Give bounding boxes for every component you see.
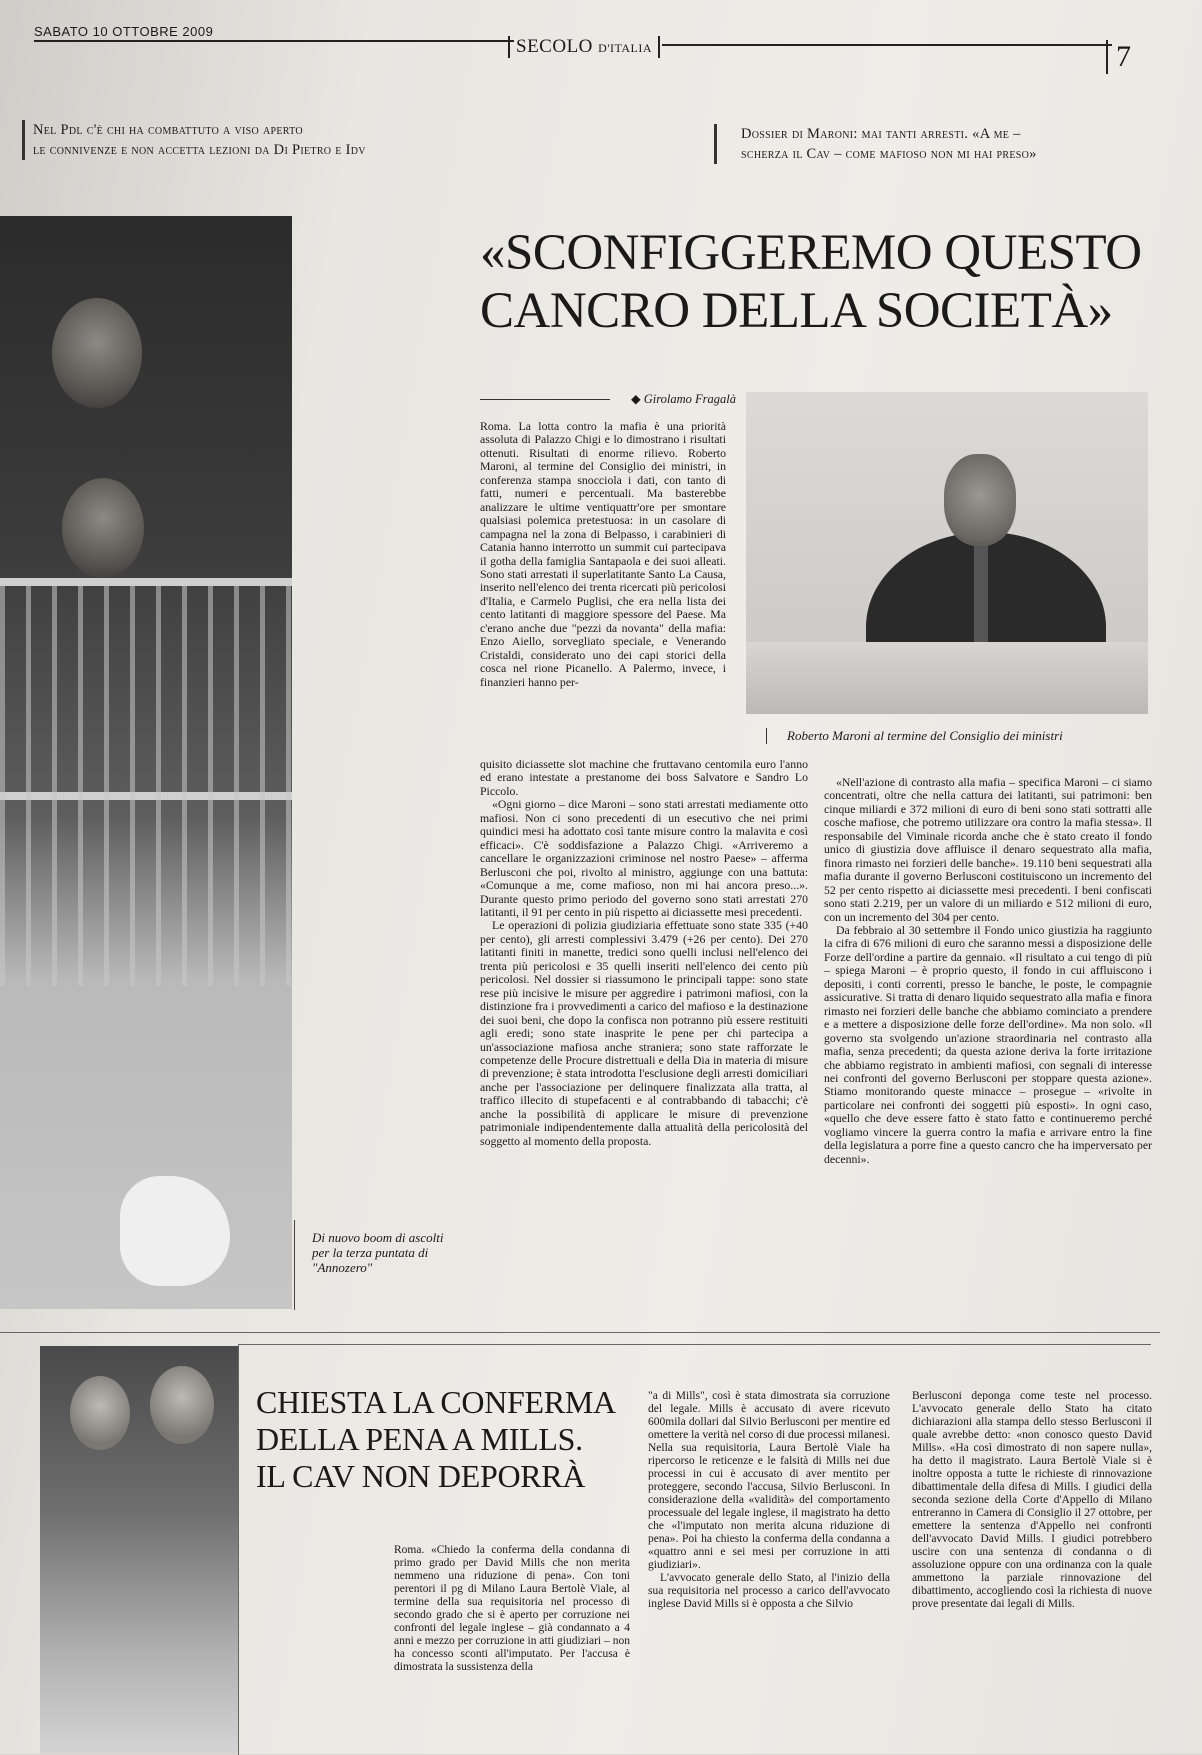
- paragraph: «Ogni giorno – dice Maroni – sono stati arrestati mediamente otto mafiosi. Non ci sono precedenti di un esecutivo che nei primi quindici mesi ha adottato così tante misure contro la malavita e così efficaci». C'è soddisfazione a Palazzo Chigi. «Arriveremo a cancellare le organizzazioni criminose nel nostro Paese» – afferma Berlusconi che poi, rivolto al ministro, aggiunge con una battuta: «Comunque a me, come mafioso, non mi hai ancora preso...». Durante questo primo periodo del governo sono stati arrestati 270 latitanti, il 91 per cento in più rispetto ai diciassette mesi precedenti.: [480, 797, 808, 919]
- article-column-1: [480, 420, 726, 689]
- railing: [0, 586, 292, 986]
- person-head: [52, 298, 142, 408]
- header-rule-left: [34, 40, 514, 42]
- railing-bar: [0, 578, 292, 586]
- kicker-left: [22, 120, 713, 160]
- person-head: [944, 454, 1016, 546]
- header-rule-right: [662, 44, 1112, 46]
- hand: [120, 1176, 230, 1286]
- masthead: [508, 36, 660, 58]
- paragraph: Roma. La lotta contro la mafia è una priorità assoluta di Palazzo Chigi e lo dimostrano i risultati ottenuti. Risultati di enorme rilievo. Roberto Maroni, al termine del Consiglio dei ministri, in conferenza stampa snocciola i dati, con tanto di fatti, numeri e percentuali. Ma basterebbe analizzare le ultime ventiquattr'ore per smontare qualsiasi polemica pretestuosa: in un casolare di campagna nel la zona di Belpasso, i carabinieri di Catania hanno interrotto un summit cui partecipava il gotha della famiglia Santapaola e dei suoi alleati. Sono stati arrestati il superlatitante Santo La Causa, inserito nell'elenco dei trenta ricercati più pericolosi d'Italia, e Carmelo Puglisi, che era nella lista dei cento latitanti di maggiore spessore del Paese. Ma c'erano anche due "pezzi da novanta" della mafia: Enzo Aiello, sorvegliato speciale, e Venerando Cristaldi, considerato uno dei capi storici della cosca nel rione Picanello. A Palermo, invece, i finanzieri hanno per-: [480, 419, 726, 689]
- person-head: [150, 1366, 214, 1444]
- annozero-caption: Di nuovo boom di ascolti per la terza puntata di "Annozero": [312, 1230, 444, 1275]
- masthead-name: SECOLO: [516, 36, 593, 57]
- maroni-caption: Roberto Maroni al termine del Consiglio dei ministri: [766, 728, 1147, 744]
- kicker-right: [714, 124, 1181, 164]
- paragraph: Le operazioni di polizia giudiziaria effettuate sono state 335 (+40 per cento), gli arresti complessivi 3.479 (+26 per cento). Dei 270 latitanti finiti in manette, tredici sono quelli inclusi nell'elenco dei trenta più pericolosi e 35 quelli inseriti nell'elenco dei cento più pericolosi. Nel dossier si riassumono le principali tappe: sono state rese più incisive le misure per aggredire i patrimoni mafiosi, con la distinzione fra i provvedimenti a carico del mafioso e la destinazione dei suoi beni, che dopo la confisca non potranno più essere restituiti agli eredi; sono state inasprite le pene per chi partecipa a un'associazione mafiosa anche straniera; sono state rafforzate le competenze delle Procure distrettuali e della Dia in materia di misure di prevenzione; è stata introdotta l'esclusione degli arresti domiciliari anche per l'associazione per delinquere finalizzata alla tratta, al traffico illecito di stupefacenti e al contrabbando di tabacchi; c'è anche la possibilità di applicare le misure di prevenzione patrimoniale indipendentemente dalla attualità della pericolosità del soggetto al momento della proposta.: [480, 918, 808, 1148]
- paragraph: Roma. «Chiedo la conferma della condanna di primo grado per David Mills che non merita nemmeno una riduzione di pena». Con toni perentori il pg di Milano Laura Bertolè Viale, al termine della sua requisitoria nel processo di secondo grado che si è aperto per corruzione nei confronti del legale inglese – già condannato a 4 anni e mezzo per corruzione in atti giudiziari – non ha concesso sconti all'imputato. Per l'accusa è dimostrata la sussistenza della: [394, 1544, 630, 1673]
- issue-date: SABATO 10 OTTOBRE 2009: [34, 24, 214, 39]
- byline: ◆ Girolamo Fragalà: [480, 391, 736, 407]
- paragraph: Da febbraio al 30 settembre il Fondo unico giustizia ha raggiunto la cifra di 676 milioni di euro che saranno messi a disposizione delle Forze dell'ordine a partire da gennaio. «Il risultato a cui tengo di più – spiega Maroni – è proprio questo, il fondo in cui affluiscono i depositi, i conti correnti, presso le banche, le poste, le compagnie assicurative. Si tratta di denaro liquido sequestrato alla mafia e finora rimasto nei forzieri delle banche che abbiamo cominciato a prendere e a mettere a disposizione delle forze dell'ordine». Ma non solo. «Il governo sta svolgendo un'azione straordinaria nel contrasto alla mafia, senza precedenti; da questa azione deriva la forte irritazione che abbiamo registrato in ambienti mafiosi, con segnali di interesse nei confronti del governo Berlusconi per stoppare questa azione». Stiamo monitorando queste minacce – prosegue – «rivolte in particolare nei confronti dei soggetti più esposti». In ogni caso, «quello che deve essere fatto è stato fatto e continueremo perché vogliamo vincere la guerra contro la mafia e arrivare entro la fine della legislatura a porre fine a questo cancro che ha imperversato per decenni».: [824, 922, 1152, 1166]
- caption-rule: [294, 1220, 295, 1310]
- mills-headline-line2: DELLA PENA A MILLS.: [256, 1421, 583, 1457]
- annozero-photo: [0, 216, 292, 1309]
- article-column-2: [824, 776, 1152, 1166]
- mills-photo: [40, 1346, 238, 1754]
- mills-column-2: [648, 1390, 890, 1611]
- maroni-photo: [746, 392, 1148, 714]
- paragraph: "a di Mills", così è stata dimostrata sia corruzione del legale. Mills è accusato di avere ricevuto 600mila dollari dal Silvio Berlusconi per mentire ed omettere la verità nel corso di due processi milanesi. Nella sua requisitoria, Laura Bertolè Viale ha ripercorso le reticenze e le falsità di Mills nei due processi in cui è accusato di aver mentito per proteggere, secondo l'accusa, Silvio Berlusconi. In considerazione della «validità» del comportamento processuale del legale inglese, il magistrato ha detto che «l'imputato non merita alcuna riduzione di pena». Poi ha chiesto la conferma della condanna a «quattro anni e sei mesi per corruzione in atti giudiziari».: [648, 1390, 890, 1571]
- headline-line1: «SCONFIGGEREMO QUESTO: [480, 225, 1142, 281]
- kicker-left-line2: le connivenze e non accetta lezioni da Di Pietro e Idv: [33, 142, 366, 158]
- person-head: [62, 478, 144, 578]
- podium: [746, 642, 1148, 714]
- paragraph: L'avvocato generale dello Stato, al l'inizio della sua requisitoria nel processo a carico dell'avvocato inglese David Mills si è opposta a che Silvio: [648, 1572, 890, 1610]
- kicker-left-line1: Nel Pdl c'è chi ha combattuto a viso aperto: [33, 122, 303, 138]
- person-head: [70, 1376, 130, 1450]
- mills-headline-line3: IL CAV NON DEPORRÀ: [256, 1458, 586, 1494]
- byline-author: Girolamo Fragalà: [643, 392, 736, 406]
- masthead-suffix: D'ITALIA: [598, 41, 653, 55]
- kicker-right-line2: scherza il Cav – come mafioso non mi hai preso»: [741, 146, 1037, 162]
- headline-line2: CANCRO DELLA SOCIETÀ»: [480, 283, 1113, 339]
- paragraph: «Nell'azione di contrasto alla mafia – specifica Maroni – ci siamo concentrati, oltre che nella cattura dei latitanti, sui patrimoni: ben cinque miliardi e 372 milioni di euro di beni sono stati sottratti alle cosche mafiose, che potremo utilizzare ora contro la mafia stessa». Il responsabile del Viminale ricorda anche che è stato creato il fondo unico di giustizia dove affluisce il denaro sequestrato alla mafia, finora rimasto nei forzieri delle banche». 19.110 beni sequestrati alla mafia durante il governo Berlusconi costituiscono un incremento del 52 per cento rispetto ai diciassette mesi precedenti. I beni confiscati sono stati 2.219, per un valore di un miliardo e 512 milioni di euro, con un incremento del 304 per cento.: [824, 775, 1152, 924]
- article-column-1b: [480, 758, 808, 1148]
- page-number: 7: [1106, 40, 1131, 74]
- mills-column-3: [912, 1390, 1152, 1611]
- section-divider: [0, 1332, 1160, 1333]
- kicker-right-line1: Dossier di Maroni: mai tanti arresti. «A me –: [741, 126, 1021, 142]
- mills-headline: [256, 1384, 636, 1495]
- paragraph: quisito diciassette slot machine che fruttavano centomila euro l'anno ed erano intestate a prestanome dei boss Salvatore e Sandro Lo Piccolo.: [480, 757, 808, 798]
- mills-headline-line1: CHIESTA LA CONFERMA: [256, 1384, 616, 1420]
- mills-column-1: [394, 1544, 630, 1674]
- paragraph: Berlusconi deponga come teste nel processo. L'avvocato generale dello Stato ha citato dichiarazioni alla stampa dello stesso Berlusconi il quale avrebbe detto: «non conosco questo David Mills». «Ha così dimostrato di non sapere nulla», ha detto il magistrato. Laura Bertolè Viale si è inoltre opposta a tutte le richieste di rinnovazione dibattimentale della difesa di Mills. I giudici della seconda sezione della Corte d'Appello di Milano entreranno in Camera di Consiglio il 27 ottobre, per emettere la sentenza d'Appello nei confronti dell'avvocato David Mills. I giudici potrebbero uscire con una sentenza di condanna o di assoluzione oppure con una ordinanza con la quale ammettono la parziale rinnovazione del dibattimento, accogliendo così la richiesta di nuove prove presentate dai legali di Mills.: [912, 1390, 1152, 1610]
- article-headline: [480, 224, 1170, 340]
